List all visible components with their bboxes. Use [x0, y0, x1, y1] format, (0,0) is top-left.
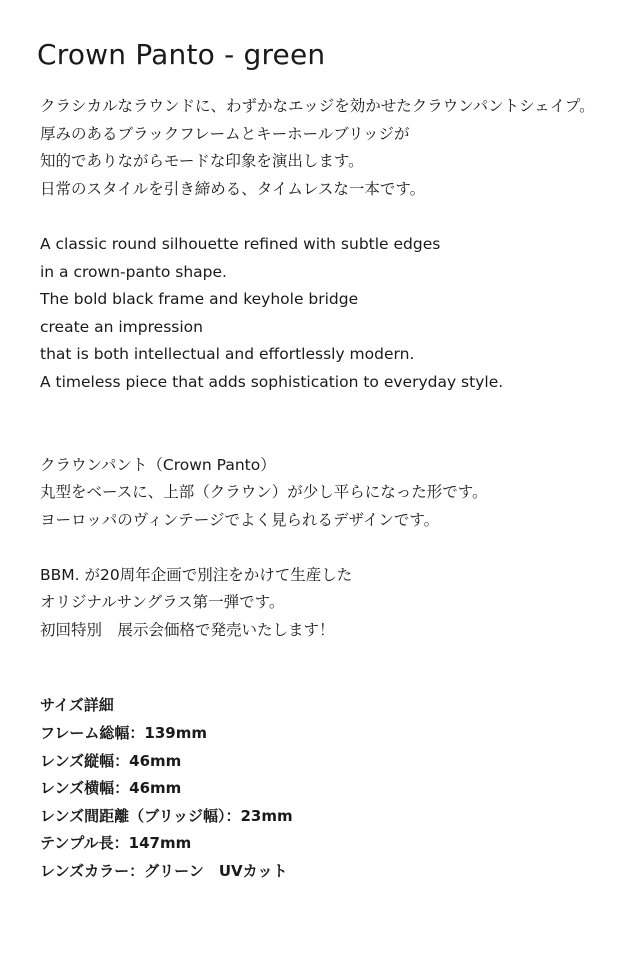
- jp-intro-line: 日常のスタイルを引き締める、タイムレスな一本です。: [40, 180, 426, 198]
- en-intro-line: in a crown-panto shape.: [40, 263, 227, 281]
- jp-intro-line: クラシカルなラウンドに、わずかなエッジを効かせたクラウンパントシェイプ。: [40, 97, 595, 115]
- shape-line: クラウンパント（Crown Panto）: [40, 456, 276, 474]
- anniversary-line: 初回特別 展示会価格で発売いたします！: [40, 621, 335, 639]
- spec-line: レンズ縦幅：46mm: [40, 752, 182, 770]
- shape-line: 丸型をベースに、上部（クラウン）が少し平らになった形です。: [40, 483, 488, 501]
- jp-intro-line: 厚みのあるブラックフレームとキーホールブリッジが: [40, 125, 410, 143]
- anniversary-line: オリジナルサングラス第一弾です。: [40, 593, 285, 611]
- en-intro-line: The bold black frame and keyhole bridge: [40, 290, 359, 308]
- jp-intro-line: 知的でありながらモードな印象を演出します。: [40, 152, 364, 170]
- spec-line: レンズ間距離（ブリッジ幅）：23mm: [40, 807, 293, 825]
- anniversary-line: BBM. が20周年企画で別注をかけて生産した: [40, 566, 353, 584]
- spec-line: レンズカラー：グリーン UVカット: [40, 862, 288, 880]
- en-intro-line: A classic round silhouette refined with subtle edges: [40, 235, 441, 253]
- en-intro-line: create an impression: [40, 318, 203, 336]
- spec-line: フレーム総幅：139mm: [40, 724, 207, 742]
- page-title: Crown Panto - green: [37, 38, 326, 71]
- spec-line: テンプル長：147mm: [40, 834, 192, 852]
- shape-line: ヨーロッパのヴィンテージでよく見られるデザインです。: [40, 511, 440, 529]
- en-intro-line: that is both intellectual and effortlessly modern.: [40, 345, 415, 363]
- spec-line: レンズ横幅：46mm: [40, 779, 182, 797]
- specs-heading: サイズ詳細: [40, 696, 114, 714]
- en-intro-line: A timeless piece that adds sophistication to everyday style.: [40, 373, 504, 391]
